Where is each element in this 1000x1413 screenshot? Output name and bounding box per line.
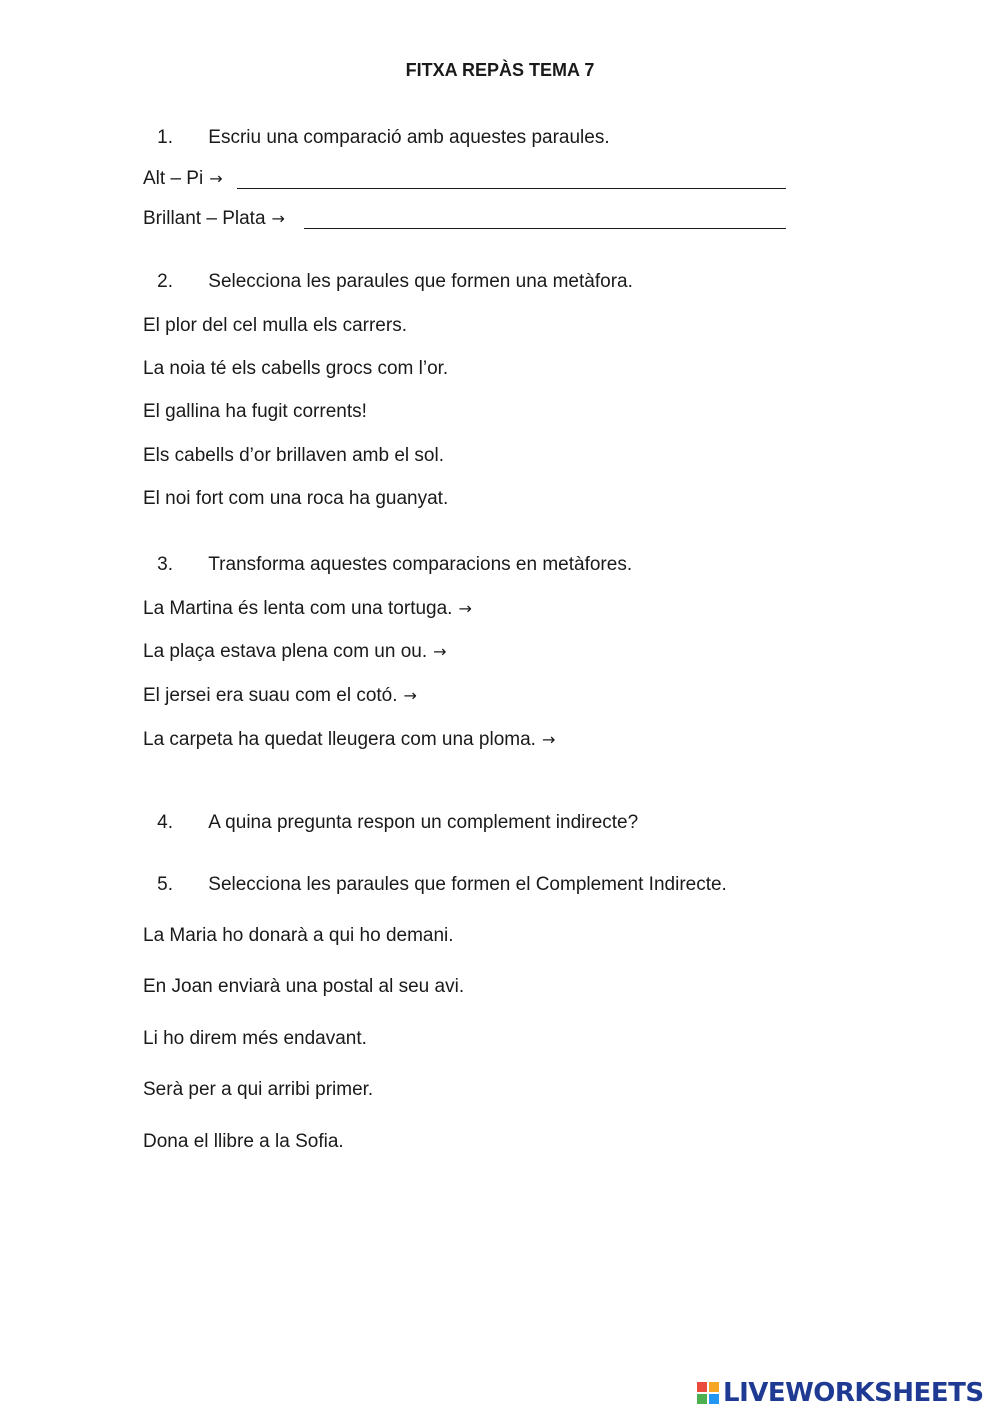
- logo-text: LIVEWORKSHEETS: [723, 1378, 984, 1408]
- comparison-text: La plaça estava plena com un ou.: [143, 641, 428, 662]
- q3-sentence: [143, 685, 417, 707]
- question-text: A quina pregunta respon un complement indirecte?: [208, 812, 639, 833]
- q3-sentence: [143, 729, 555, 751]
- question-5: [143, 874, 727, 896]
- question-text: Selecciona les paraules que formen una metàfora.: [208, 271, 633, 292]
- page-title: FITXA REPÀS TEMA 7: [405, 60, 595, 80]
- question-text: Escriu una comparació amb aquestes paraules.: [208, 127, 610, 148]
- question-number: 2.: [157, 271, 173, 292]
- liveworksheets-logo: [697, 1378, 984, 1408]
- comparison-text: El jersei era suau com el cotó.: [143, 685, 398, 706]
- q2-sentence[interactable]: El gallina ha fugit corrents!: [143, 401, 367, 422]
- question-3: [143, 554, 632, 576]
- logo-square: [697, 1394, 707, 1404]
- q5-sentence[interactable]: En Joan enviarà una postal al seu avi.: [143, 976, 465, 997]
- q2-sentence[interactable]: La noia té els cabells grocs com l’or.: [143, 358, 449, 379]
- question-2: [143, 271, 633, 293]
- q1-item-2: [143, 208, 285, 230]
- q3-sentence: [143, 598, 472, 620]
- question-1: [143, 127, 610, 149]
- question-text: Transforma aquestes comparacions en metàfores.: [208, 554, 633, 575]
- logo-square: [709, 1394, 719, 1404]
- question-text: Selecciona les paraules que formen el Complement Indirecte.: [208, 874, 727, 895]
- answer-line-1[interactable]: [237, 188, 786, 189]
- arrow-icon: →: [271, 209, 285, 228]
- question-number: 1.: [157, 127, 173, 148]
- arrow-icon: →: [403, 686, 417, 705]
- logo-square: [709, 1382, 719, 1392]
- question-number: 5.: [157, 874, 173, 895]
- question-4: [143, 812, 638, 834]
- q5-sentence[interactable]: La Maria ho donarà a qui ho demani.: [143, 925, 454, 946]
- arrow-icon: →: [541, 730, 556, 749]
- q2-sentence[interactable]: El noi fort com una roca ha guanyat.: [143, 488, 449, 509]
- answer-line-2[interactable]: [304, 228, 786, 229]
- logo-square: [697, 1382, 707, 1392]
- comparison-text: La carpeta ha quedat lleugera com una ploma.: [143, 729, 536, 750]
- q3-sentence: [143, 641, 447, 663]
- question-number: 3.: [157, 554, 173, 575]
- q1-item-1: [143, 168, 223, 190]
- q2-sentence[interactable]: El plor del cel mulla els carrers.: [143, 315, 407, 336]
- comparison-text: La Martina és lenta com una tortuga.: [143, 598, 453, 619]
- word-pair: Alt – Pi: [143, 168, 204, 189]
- q5-sentence[interactable]: Serà per a qui arribi primer.: [143, 1079, 374, 1100]
- arrow-icon: →: [433, 642, 447, 661]
- logo-mark-icon: [697, 1382, 719, 1404]
- arrow-icon: →: [458, 599, 472, 618]
- word-pair: Brillant – Plata: [143, 208, 266, 229]
- question-number: 4.: [157, 812, 173, 833]
- arrow-icon: →: [209, 169, 223, 188]
- q5-sentence[interactable]: Li ho direm més endavant.: [143, 1028, 367, 1049]
- q5-sentence[interactable]: Dona el llibre a la Sofia.: [143, 1131, 344, 1152]
- q2-sentence[interactable]: Els cabells d’or brillaven amb el sol.: [143, 445, 444, 466]
